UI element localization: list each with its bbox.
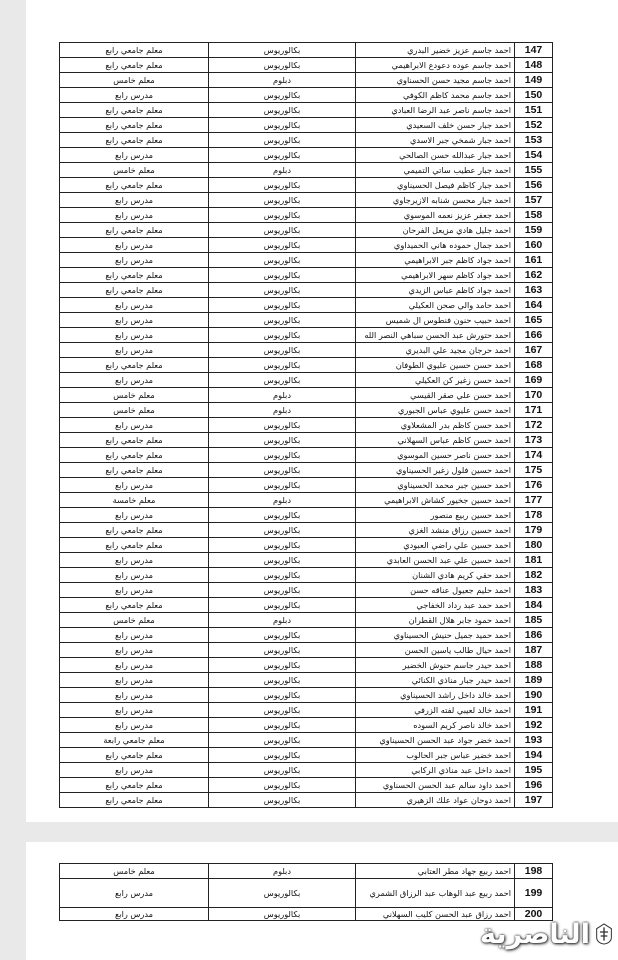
job-title-cell: معلم جامعي رابع [60, 433, 209, 448]
table-row [60, 298, 553, 313]
job-title-cell: معلم جامعي رابع [60, 523, 209, 538]
table-row [60, 208, 553, 223]
name-cell: احمد خالد داخل راشد الحسيناوي [356, 688, 515, 703]
name-cell: احمد جاسم عزيز خضير البدري [356, 43, 515, 58]
row-number-cell: 150 [515, 88, 553, 103]
job-title-cell: مدرس رابع [60, 673, 209, 688]
degree-cell: دبلوم [209, 613, 356, 628]
name-cell: احمد حسين ربيع منصور [356, 508, 515, 523]
table-row [60, 703, 553, 718]
degree-cell: دبلوم [209, 163, 356, 178]
watermark-text: الناصرية [480, 918, 590, 950]
row-number-cell: 163 [515, 283, 553, 298]
row-number-cell: 152 [515, 118, 553, 133]
row-number-cell: 147 [515, 43, 553, 58]
name-cell: احمد حامد والي صحن العكيلي [356, 298, 515, 313]
row-number-cell: 195 [515, 763, 553, 778]
table-row [60, 268, 553, 283]
degree-cell: بكالوريوس [209, 58, 356, 73]
degree-cell: بكالوريوس [209, 238, 356, 253]
table-row [60, 43, 553, 58]
degree-cell: بكالوريوس [209, 358, 356, 373]
job-title-cell: مدرس رابع [60, 313, 209, 328]
table-row [60, 313, 553, 328]
table-row [60, 118, 553, 133]
job-title-cell: معلم جامعي رابع [60, 43, 209, 58]
row-number-cell: 194 [515, 748, 553, 763]
job-title-cell: معلم جامعي رابع [60, 448, 209, 463]
name-cell: احمد داود سالم عبد الحسن الحسناوي [356, 778, 515, 793]
degree-cell: دبلوم [209, 864, 356, 879]
table-row [60, 613, 553, 628]
row-number-cell: 200 [515, 908, 553, 921]
job-title-cell: معلم جامعي رابع [60, 598, 209, 613]
job-title-cell: مدرس رابع [60, 253, 209, 268]
job-title-cell: معلم جامعي رابع [60, 178, 209, 193]
degree-cell: بكالوريوس [209, 118, 356, 133]
name-cell: احمد حميد جميل حنيش الحسيناوي [356, 628, 515, 643]
table-row [60, 879, 553, 908]
row-number-cell: 155 [515, 163, 553, 178]
table-row [60, 793, 553, 808]
row-number-cell: 166 [515, 328, 553, 343]
name-cell: احمد حسن حسين عليوي الطوفان [356, 358, 515, 373]
job-title-cell: مدرس رابع [60, 879, 209, 908]
table-row [60, 238, 553, 253]
watermark-logo [480, 912, 614, 956]
table-row [60, 478, 553, 493]
table-row [60, 568, 553, 583]
job-title-cell: معلم جامعي رابع [60, 118, 209, 133]
name-cell: احمد حرجان مجيد علي البديري [356, 343, 515, 358]
degree-cell: بكالوريوس [209, 748, 356, 763]
row-number-cell: 161 [515, 253, 553, 268]
table-row [60, 58, 553, 73]
job-title-cell: مدرس رابع [60, 508, 209, 523]
row-number-cell: 196 [515, 778, 553, 793]
degree-cell: بكالوريوس [209, 553, 356, 568]
job-title-cell: معلم خامس [60, 864, 209, 879]
table-row [60, 193, 553, 208]
row-number-cell: 148 [515, 58, 553, 73]
degree-cell: بكالوريوس [209, 478, 356, 493]
name-cell: احمد حيال طالب ياسين الحسن [356, 643, 515, 658]
degree-cell: بكالوريوس [209, 763, 356, 778]
row-number-cell: 164 [515, 298, 553, 313]
job-title-cell: مدرس رابع [60, 718, 209, 733]
degree-cell: بكالوريوس [209, 778, 356, 793]
degree-cell: بكالوريوس [209, 879, 356, 908]
table-row [60, 523, 553, 538]
table-row [60, 538, 553, 553]
job-title-cell: مدرس رابع [60, 583, 209, 598]
row-number-cell: 177 [515, 493, 553, 508]
row-number-cell: 199 [515, 879, 553, 908]
degree-cell: بكالوريوس [209, 718, 356, 733]
row-number-cell: 174 [515, 448, 553, 463]
table-row [60, 373, 553, 388]
table-row [60, 388, 553, 403]
row-number-cell: 197 [515, 793, 553, 808]
job-title-cell: مدرس رابع [60, 688, 209, 703]
name-cell: احمد جمال حموده هاني الحميداوي [356, 238, 515, 253]
row-number-cell: 165 [515, 313, 553, 328]
name-cell: احمد جاسم محمد كاظم الكوفي [356, 88, 515, 103]
job-title-cell: مدرس رابع [60, 478, 209, 493]
job-title-cell: مدرس رابع [60, 88, 209, 103]
table-row [60, 223, 553, 238]
name-cell: احمد حسين جخيور كشاش الابراهيمي [356, 493, 515, 508]
row-number-cell: 183 [515, 583, 553, 598]
degree-cell: بكالوريوس [209, 793, 356, 808]
table-row [60, 73, 553, 88]
job-title-cell: مدرس رابع [60, 643, 209, 658]
table-row [60, 403, 553, 418]
job-title-cell: معلم جامعي رابع [60, 103, 209, 118]
degree-cell: بكالوريوس [209, 658, 356, 673]
table-row [60, 908, 553, 921]
name-cell: احمد حسن كاظم بدر المشعلاوي [356, 418, 515, 433]
row-number-cell: 193 [515, 733, 553, 748]
degree-cell: بكالوريوس [209, 133, 356, 148]
table-row [60, 418, 553, 433]
table-row [60, 688, 553, 703]
nasiriyah-logo-icon [594, 917, 614, 951]
job-title-cell: مدرس رابع [60, 553, 209, 568]
name-cell: احمد جبار كاظم فيصل الحسيناوي [356, 178, 515, 193]
table-row [60, 358, 553, 373]
table-row [60, 88, 553, 103]
table-row [60, 148, 553, 163]
row-number-cell: 179 [515, 523, 553, 538]
job-title-cell: معلم جامعي رابع [60, 268, 209, 283]
degree-cell: بكالوريوس [209, 223, 356, 238]
degree-cell: بكالوريوس [209, 283, 356, 298]
name-cell: احمد حبيب حنون فنطوس ال شميس [356, 313, 515, 328]
name-cell: احمد حسين فلول زغير الحسيناوي [356, 463, 515, 478]
job-title-cell: مدرس رابع [60, 908, 209, 921]
name-cell: احمد جواد كاظم سهر الابراهيمي [356, 268, 515, 283]
row-number-cell: 192 [515, 718, 553, 733]
degree-cell: بكالوريوس [209, 598, 356, 613]
table-row [60, 583, 553, 598]
table-row [60, 448, 553, 463]
job-title-cell: معلم جامعي رابع [60, 778, 209, 793]
name-cell: احمد حسين علي راضي العبودي [356, 538, 515, 553]
name-cell: احمد حقي كريم هادي الشنان [356, 568, 515, 583]
degree-cell: بكالوريوس [209, 643, 356, 658]
job-title-cell: مدرس رابع [60, 343, 209, 358]
document-page-1 [26, 0, 618, 822]
name-cell: احمد حسن ناصر حسين الموسوي [356, 448, 515, 463]
degree-cell: بكالوريوس [209, 148, 356, 163]
table-row [60, 253, 553, 268]
name-cell: احمد حيدر جاسم حنوش الخضير [356, 658, 515, 673]
name-cell: احمد جواد كاظم جبر الابراهيمي [356, 253, 515, 268]
job-title-cell: معلم خامسة [60, 493, 209, 508]
job-title-cell: معلم جامعي رابع [60, 463, 209, 478]
degree-cell: بكالوريوس [209, 88, 356, 103]
name-cell: احمد حمود جابر هلال القطران [356, 613, 515, 628]
name-cell: احمد خالد لعيبي لفته الزرفي [356, 703, 515, 718]
row-number-cell: 170 [515, 388, 553, 403]
degree-cell: بكالوريوس [209, 568, 356, 583]
table-row [60, 628, 553, 643]
name-cell: احمد حيدر جبار مناذي الكنائي [356, 673, 515, 688]
row-number-cell: 171 [515, 403, 553, 418]
job-title-cell: مدرس رابع [60, 208, 209, 223]
job-title-cell: معلم جامعي رابع [60, 133, 209, 148]
job-title-cell: معلم جامعي رابع [60, 358, 209, 373]
name-cell: احمد حليم جعيول عناقه حسن [356, 583, 515, 598]
degree-cell: بكالوريوس [209, 908, 356, 921]
degree-cell: بكالوريوس [209, 313, 356, 328]
table-row [60, 133, 553, 148]
row-number-cell: 154 [515, 148, 553, 163]
table-row [60, 598, 553, 613]
row-number-cell: 188 [515, 658, 553, 673]
name-cell: احمد حسن زغير كن العكيلي [356, 373, 515, 388]
table-row [60, 718, 553, 733]
job-title-cell: مدرس رابع [60, 703, 209, 718]
degree-cell: دبلوم [209, 73, 356, 88]
degree-cell: بكالوريوس [209, 628, 356, 643]
degree-cell: بكالوريوس [209, 253, 356, 268]
row-number-cell: 198 [515, 864, 553, 879]
row-number-cell: 151 [515, 103, 553, 118]
name-cell: احمد جاسم ناصر عبد الرضا العبادي [356, 103, 515, 118]
degree-cell: بكالوريوس [209, 193, 356, 208]
staff-table-1 [59, 42, 553, 808]
job-title-cell: معلم جامعي رابع [60, 223, 209, 238]
degree-cell: بكالوريوس [209, 268, 356, 283]
degree-cell: بكالوريوس [209, 463, 356, 478]
name-cell: احمد خضر جواد عبد الحسن الحسيناوي [356, 733, 515, 748]
row-number-cell: 181 [515, 553, 553, 568]
row-number-cell: 153 [515, 133, 553, 148]
name-cell: احمد جواد كاظم عباس الزيدي [356, 283, 515, 298]
table-row [60, 864, 553, 879]
row-number-cell: 158 [515, 208, 553, 223]
staff-table-2 [59, 863, 553, 921]
name-cell: احمد جبار محسن شنابه الازيرجاوي [356, 193, 515, 208]
job-title-cell: معلم جامعي رابع [60, 793, 209, 808]
name-cell: احمد جبار عبدالله حسن الصالحي [356, 148, 515, 163]
table-row [60, 163, 553, 178]
job-title-cell: مدرس رابع [60, 418, 209, 433]
job-title-cell: مدرس رابع [60, 328, 209, 343]
row-number-cell: 160 [515, 238, 553, 253]
table-row [60, 748, 553, 763]
row-number-cell: 167 [515, 343, 553, 358]
degree-cell: بكالوريوس [209, 703, 356, 718]
degree-cell: بكالوريوس [209, 538, 356, 553]
degree-cell: بكالوريوس [209, 208, 356, 223]
table-row [60, 673, 553, 688]
name-cell: احمد حسين رزاق منشد الغزي [356, 523, 515, 538]
row-number-cell: 184 [515, 598, 553, 613]
name-cell: احمد حسن عليوي عباس الجبوري [356, 403, 515, 418]
job-title-cell: مدرس رابع [60, 373, 209, 388]
table-row [60, 553, 553, 568]
degree-cell: بكالوريوس [209, 583, 356, 598]
row-number-cell: 176 [515, 478, 553, 493]
job-title-cell: مدرس رابع [60, 568, 209, 583]
degree-cell: بكالوريوس [209, 103, 356, 118]
job-title-cell: معلم خامس [60, 403, 209, 418]
row-number-cell: 178 [515, 508, 553, 523]
row-number-cell: 185 [515, 613, 553, 628]
row-number-cell: 172 [515, 418, 553, 433]
degree-cell: بكالوريوس [209, 373, 356, 388]
job-title-cell: معلم جامعي رابعة [60, 733, 209, 748]
name-cell: احمد رزاق عبد الحسن كليب السهلاني [356, 908, 515, 921]
row-number-cell: 157 [515, 193, 553, 208]
table-row [60, 463, 553, 478]
degree-cell: دبلوم [209, 388, 356, 403]
table-row [60, 178, 553, 193]
degree-cell: بكالوريوس [209, 733, 356, 748]
job-title-cell: مدرس رابع [60, 763, 209, 778]
degree-cell: بكالوريوس [209, 448, 356, 463]
table-row [60, 733, 553, 748]
name-cell: احمد خالد ناصر كريم السوده [356, 718, 515, 733]
name-cell: احمد جاسم مجيد حسن الحسناوي [356, 73, 515, 88]
table-row [60, 103, 553, 118]
row-number-cell: 169 [515, 373, 553, 388]
degree-cell: بكالوريوس [209, 688, 356, 703]
degree-cell: بكالوريوس [209, 43, 356, 58]
table-row [60, 763, 553, 778]
degree-cell: بكالوريوس [209, 433, 356, 448]
job-title-cell: مدرس رابع [60, 658, 209, 673]
name-cell: احمد جبار حسن خلف السعيدي [356, 118, 515, 133]
row-number-cell: 149 [515, 73, 553, 88]
name-cell: احمد جبار شمخي جبر الاسدي [356, 133, 515, 148]
table-row [60, 433, 553, 448]
row-number-cell: 175 [515, 463, 553, 478]
name-cell: احمد حسين علي عبد الحسن العابدي [356, 553, 515, 568]
degree-cell: دبلوم [209, 403, 356, 418]
job-title-cell: معلم خامس [60, 613, 209, 628]
job-title-cell: مدرس رابع [60, 628, 209, 643]
name-cell: احمد خضير عباس جبر الحالوب [356, 748, 515, 763]
job-title-cell: معلم خامس [60, 388, 209, 403]
degree-cell: بكالوريوس [209, 298, 356, 313]
name-cell: احمد جاسم عوده دعودع الابراهيمي [356, 58, 515, 73]
row-number-cell: 187 [515, 643, 553, 658]
degree-cell: بكالوريوس [209, 673, 356, 688]
job-title-cell: مدرس رابع [60, 298, 209, 313]
table-row [60, 658, 553, 673]
table-row [60, 778, 553, 793]
name-cell: احمد حتورش عبد الحسن سباهي النصر الله [356, 328, 515, 343]
degree-cell: بكالوريوس [209, 343, 356, 358]
table-row [60, 283, 553, 298]
job-title-cell: مدرس رابع [60, 148, 209, 163]
name-cell: احمد ربيع عبد الوهاب عبد الرزاق الشمري [356, 879, 515, 908]
row-number-cell: 180 [515, 538, 553, 553]
job-title-cell: معلم خامس [60, 73, 209, 88]
job-title-cell: معلم جامعي رابع [60, 58, 209, 73]
table-row [60, 493, 553, 508]
row-number-cell: 162 [515, 268, 553, 283]
row-number-cell: 168 [515, 358, 553, 373]
row-number-cell: 159 [515, 223, 553, 238]
table-row [60, 508, 553, 523]
row-number-cell: 156 [515, 178, 553, 193]
name-cell: احمد جعفر عزيز نعمه الموسوي [356, 208, 515, 223]
name-cell: احمد حسن علي صقر القيسي [356, 388, 515, 403]
row-number-cell: 189 [515, 673, 553, 688]
name-cell: احمد ربيع جهاد مطر العتابي [356, 864, 515, 879]
degree-cell: بكالوريوس [209, 418, 356, 433]
degree-cell: بكالوريوس [209, 178, 356, 193]
name-cell: احمد جليل هادي مزيعل الفرحان [356, 223, 515, 238]
job-title-cell: مدرس رابع [60, 193, 209, 208]
name-cell: احمد داخل عبد مناذي الركابي [356, 763, 515, 778]
job-title-cell: معلم جامعي رابع [60, 538, 209, 553]
job-title-cell: معلم خامس [60, 163, 209, 178]
name-cell: احمد حسن كاظم عباس السهلاني [356, 433, 515, 448]
table-row [60, 343, 553, 358]
table-row [60, 328, 553, 343]
row-number-cell: 190 [515, 688, 553, 703]
name-cell: احمد دوحان عواد علك الزهيري [356, 793, 515, 808]
name-cell: احمد حمد عبد رداد الخفاجي [356, 598, 515, 613]
degree-cell: بكالوريوس [209, 508, 356, 523]
row-number-cell: 186 [515, 628, 553, 643]
job-title-cell: معلم جامعي رابع [60, 748, 209, 763]
row-number-cell: 173 [515, 433, 553, 448]
degree-cell: بكالوريوس [209, 523, 356, 538]
name-cell: احمد حسين جبر محمد الحسيناوي [356, 478, 515, 493]
job-title-cell: معلم جامعي رابع [60, 283, 209, 298]
job-title-cell: مدرس رابع [60, 238, 209, 253]
row-number-cell: 182 [515, 568, 553, 583]
table-row [60, 643, 553, 658]
row-number-cell: 191 [515, 703, 553, 718]
degree-cell: بكالوريوس [209, 328, 356, 343]
name-cell: احمد جبار عطيب ساتي التميمي [356, 163, 515, 178]
degree-cell: دبلوم [209, 493, 356, 508]
